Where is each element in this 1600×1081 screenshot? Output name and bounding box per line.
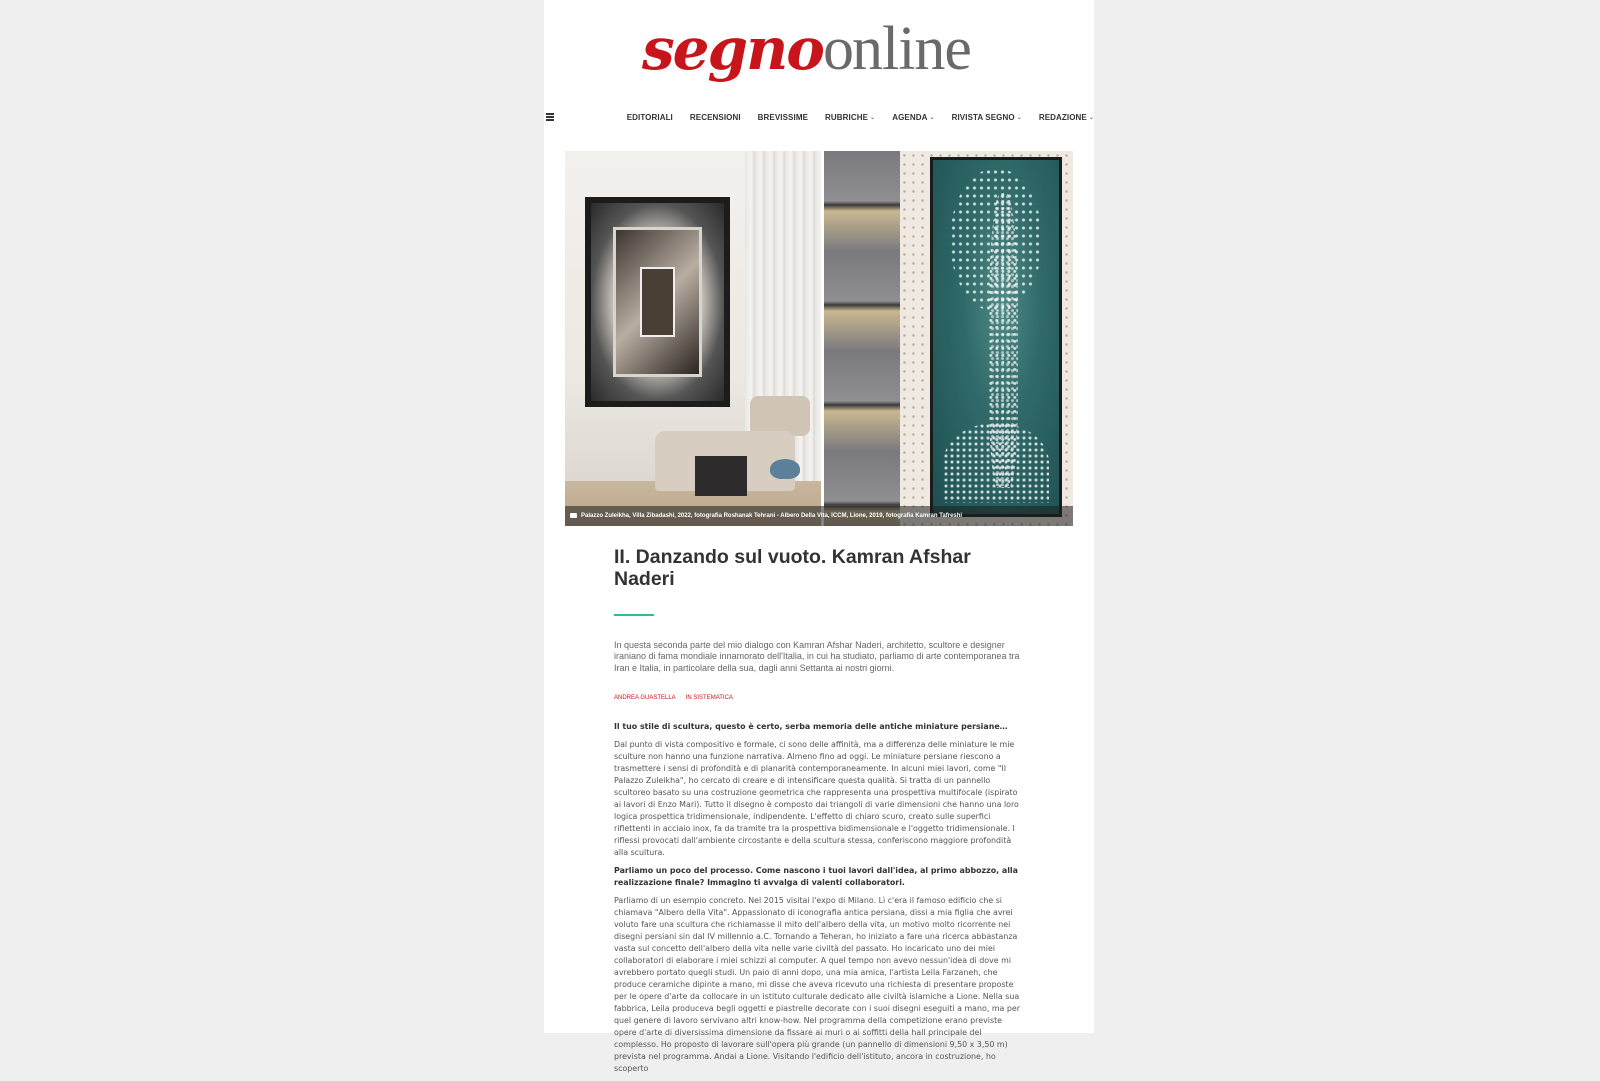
logo-segno: segno <box>642 15 823 83</box>
building-atrium <box>824 151 900 526</box>
hero-image[interactable] <box>565 151 1073 526</box>
site-logo[interactable] <box>642 15 971 88</box>
interview-answer: Parliamo di un esempio concreto. Nel 2015 visitai l'expo di Milano. Lì c'era il famoso edificio che si chiamava "Albero della Vita". Appassionato di iconografia antica persiana, dissi a mia figlia che avrei voluto fare una scultura che richiamasse il mito dell'albero della vita, un motivo molto ricorrente nei disegni persiani sin dal IV millennio a.C. Tornando a Teheran, ho iniziato a fare una ricerca abbastanza vasta sul concetto dell'albero della vita nelle varie civiltà del passato. Ho incaricato uno dei miei collaboratori di elaborare i miei schizzi al computer. A quel tempo non avevo nessun'idea di dove mi avrebbero portato quegli studi. Un paio di anni dopo, una mia amica, l'artista Leila Farzaneh, che produce ceramiche dipinte a mano, mi disse che aveva ricevuto una richiesta di presentare proposte per le opere d'arte da collocare in un istituto culturale dedicato alle civiltà islamiche a Lione. Nella sua fabbrica, Leila produceva begli oggetti e piastrelle decorate con i suoi disegni eseguiti a mano, ma per quel genere di lavoro servivano altri know-how. Nel programma della competizione erano previste opere d'arte di diversissima dimensione da fissare ai muri o ai soffitti della hall principale del complesso. Ho proposto di lavorare sull'opera più grande (un pannello di dimensioni 9,50 x 3,50 m) prevista nel programma. Andai a Lione. Visitando l'edificio dell'istituto, ancora in costruzione, ho scoperto <box>614 896 1020 1074</box>
article <box>614 546 1024 1081</box>
article-title: II. Danzando sul vuoto. Kamran Afshar Naderi <box>614 546 971 590</box>
interview-answer: Dal punto di vista compositivo e formale, ci sono delle affinità, ma a differenza delle miniature le mie sculture non hanno una funzione narrativa. Almeno fino ad oggi. Le miniature persiane riescono a trasmettere i sensi di profondità e di planarità contemporaneamente. In alcuni miei lavori, come "Il Palazzo Zuleikha", ho cercato di creare e di intensificare questa qualità. Si tratta di un pannello scultoreo basato su una costruzione geometrica che rappresenta una prospettiva multifocale (ispirato ai lavori di Enzo Mari). Tutto il disegno è composto dai triangoli di varie dimensioni che hanno una loro logica prospettica tridimensionale, indipendente. L'effetto di chiaro scuro, creato sulle superfici riflettenti in acciaio inox, fa da tramite tra la prospettiva bidimensionale e l'oggetto tridimensionale. I riflessi provocati dall'ambiente circostante e della scultura stessa, conferiscono maggiore profondità alla scultura. <box>614 740 1019 858</box>
nav-label: RUBRICHE <box>825 113 869 122</box>
mirror-sculpture <box>585 197 730 407</box>
logo-o: o <box>822 15 852 83</box>
main-nav <box>627 113 1094 122</box>
chevron-down-icon: ⌄ <box>1016 115 1022 121</box>
vase <box>770 459 800 479</box>
camera-icon <box>570 513 577 518</box>
nav-label: RECENSIONI <box>689 113 741 122</box>
nav-item-editoriali[interactable] <box>627 113 673 122</box>
nav-label: EDITORIALI <box>626 113 673 122</box>
nav-label: REDAZIONE <box>1038 113 1087 122</box>
category-link[interactable]: IN SISTEMATICA <box>685 695 733 702</box>
nav-label: BREVISSIME <box>757 113 809 122</box>
tree-of-life-panel <box>930 157 1062 517</box>
article-meta <box>614 695 1024 701</box>
hero-photo-tree <box>824 151 1073 526</box>
nav-label: RIVISTA SEGNO <box>951 113 1015 122</box>
nav-item-brevissime[interactable] <box>758 113 808 122</box>
nav-item-recensioni[interactable] <box>690 113 741 122</box>
hero-photo-interior <box>565 151 821 526</box>
side-table <box>695 456 747 496</box>
nav-item-redazione[interactable] <box>1039 113 1094 122</box>
article-body <box>614 721 1024 1075</box>
page-container <box>544 0 1094 1074</box>
article-excerpt: In questa seconda parte del mio dialogo con Kamran Afshar Naderi, architetto, scultore e designer iraniano di fama mondiale innamorato dell'Italia, in cui ha studiato, parliamo di arte contemporanea tra Iran e Italia, in particolare della sua, dagli anni Settanta ai nostri giorni. <box>614 640 1020 673</box>
nav-item-rivista-segno[interactable] <box>952 113 1022 122</box>
chevron-down-icon: ⌄ <box>929 115 935 121</box>
nav-label: AGENDA <box>892 113 928 122</box>
interview-question: Il tuo stile di scultura, questo è certo, serba memoria delle antiche miniature persiane… <box>614 722 1008 732</box>
image-caption <box>565 506 1073 526</box>
caption-text: Palazzo Zuleikha, Villa Zibadashi, 2022, fotografia Roshanak Tehrani - Albero Della Vita, ICCM, Lione, 2019, fotografia Kamran Tafreshi <box>581 513 963 519</box>
author-link[interactable]: ANDREA GUASTELLA <box>614 695 676 702</box>
meta-separator: · <box>679 695 682 702</box>
nav-item-rubriche[interactable] <box>825 113 875 122</box>
armchair <box>750 396 810 436</box>
chevron-down-icon: ⌄ <box>870 115 876 121</box>
interview-question: Parliamo un poco del processo. Come nascono i tuoi lavori dall'idea, al primo abbozzo, alla realizzazione finale? Immagino ti avvalga di valenti collaboratori. <box>614 866 1018 888</box>
title-underline <box>614 614 654 616</box>
hamburger-menu-icon[interactable] <box>546 113 554 121</box>
nav-item-agenda[interactable] <box>892 113 934 122</box>
logo-nline: nline <box>851 15 971 83</box>
chevron-down-icon: ⌄ <box>1088 115 1094 121</box>
